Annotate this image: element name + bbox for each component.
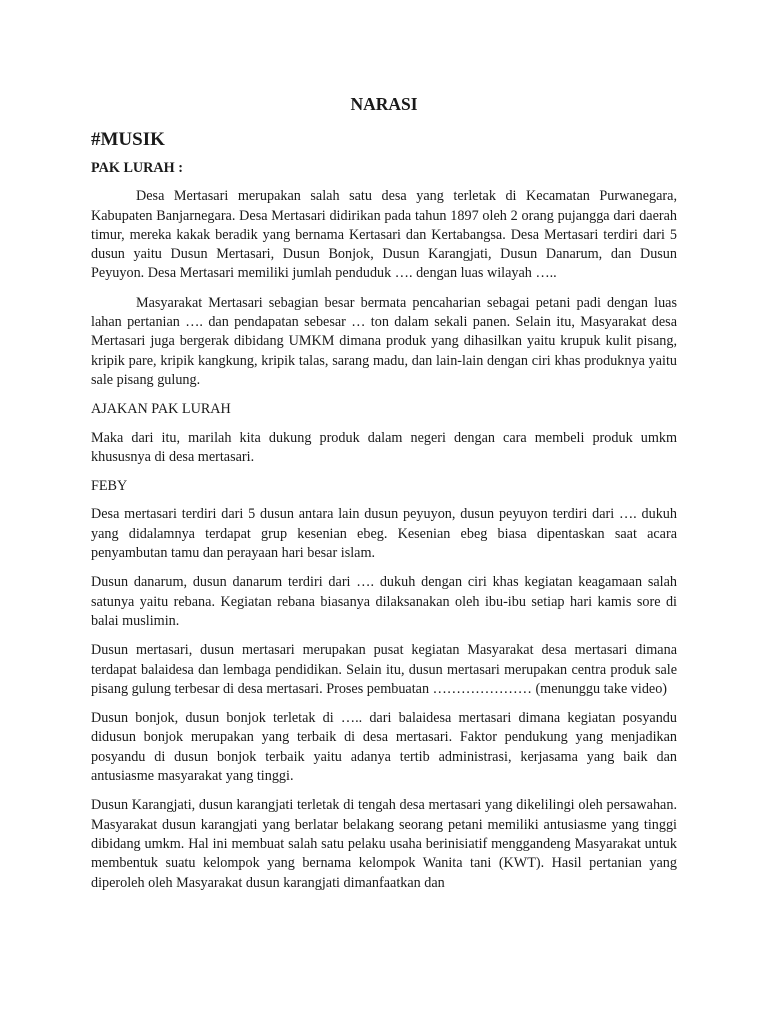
music-heading: #MUSIK <box>91 129 165 150</box>
paragraph: Desa Mertasari merupakan salah satu desa yang terletak di Kecamatan Purwanegara, Kabupaten Banjarnegara. Desa Mertasari didirikan pada tahun 1897 oleh 2 orang pujangga dari daerah timur, mereka kakak beradik yang bernama Kertasari dan Kertabangsa. Desa Mertasari terdiri dari 5 dusun yaitu Dusun Mertasari, Dusun Bonjok, Dusun Karangjati, Dusun Danarum, dan Dusun Peyuyon. Desa Mertasari memiliki jumlah penduduk …. dengan luas wilayah ….. <box>91 188 677 282</box>
speaker-ajakan-pak-lurah: AJAKAN PAK LURAH <box>91 401 231 418</box>
document-body <box>91 93 677 903</box>
paragraph: Dusun bonjok, dusun bonjok terletak di ….. dari balaidesa mertasari dimana kegiatan posyandu didusun bonjok merupakan yang terbaik di desa mertasari. Faktor pendukung yang menjadikan posyandu di dusun bonjok terbaik yaitu adanya tertib administrasi, kerjasama yang baik dan antusiasme masyarakat yang tinggi. <box>91 710 677 785</box>
paragraph: Maka dari itu, marilah kita dukung produk dalam negeri dengan cara membeli produk umkm khususnya di desa mertasari. <box>91 429 677 465</box>
paragraph: Dusun Karangjati, dusun karangjati terletak di tengah desa mertasari yang dikelilingi oleh persawahan. Masyarakat dusun karangjati yang berlatar belakang seorang petani memiliki antusiasme yang tinggi dibidang umkm. Hal ini membuat salah satu pelaku usaha berinisiatif menggandeng Masyarakat untuk membentuk suatu kelompok yang bernama kelompok Wanita tani (KWT). Hasil pertanian yang diperoleh oleh Masyarakat dusun karangjati dimanfaatkan dan <box>91 797 677 891</box>
speaker-feby: FEBY <box>91 478 128 495</box>
paragraph: Dusun danarum, dusun danarum terdiri dari …. dukuh dengan ciri khas kegiatan keagamaan salah satunya yaitu rebana. Kegiatan rebana biasanya dilaksanakan oleh ibu-ibu setiap hari kamis sore di balai muslimin. <box>91 574 677 629</box>
paragraph: Dusun mertasari, dusun mertasari merupakan pusat kegiatan Masyarakat desa mertasari dimana terdapat balaidesa dan lembaga pendidikan. Selain itu, dusun mertasari merupakan centra produk sale pisang gulung terbesar di desa mertasari. Proses pembuatan ………………… (menunggu take video) <box>91 642 677 697</box>
paragraph: Masyarakat Mertasari sebagian besar bermata pencaharian sebagai petani padi dengan luas lahan pertanian …. dan pendapatan sebesar … ton dalam sekali panen. Selain itu, Masyarakat desa Mertasari juga bergerak dibidang UMKM dimana produk yang dihasilkan yaitu krupuk kulit pisang, kripik pare, kripik kangkung, kripik talas, sarang madu, dan lain-lain dengan ciri khas produknya yaitu sale pisang gulung. <box>91 294 677 388</box>
speaker-pak-lurah: PAK LURAH : <box>91 160 183 176</box>
paragraph: Desa mertasari terdiri dari 5 dusun antara lain dusun peyuyon, dusun peyuyon terdiri dari …. dukuh yang didalamnya terdapat grup kesenian ebeg. Kesenian ebeg biasa dipentaskan saat acara penyambutan tamu dan perayaan hari besar islam. <box>91 506 677 562</box>
document-title: NARASI <box>350 94 418 114</box>
